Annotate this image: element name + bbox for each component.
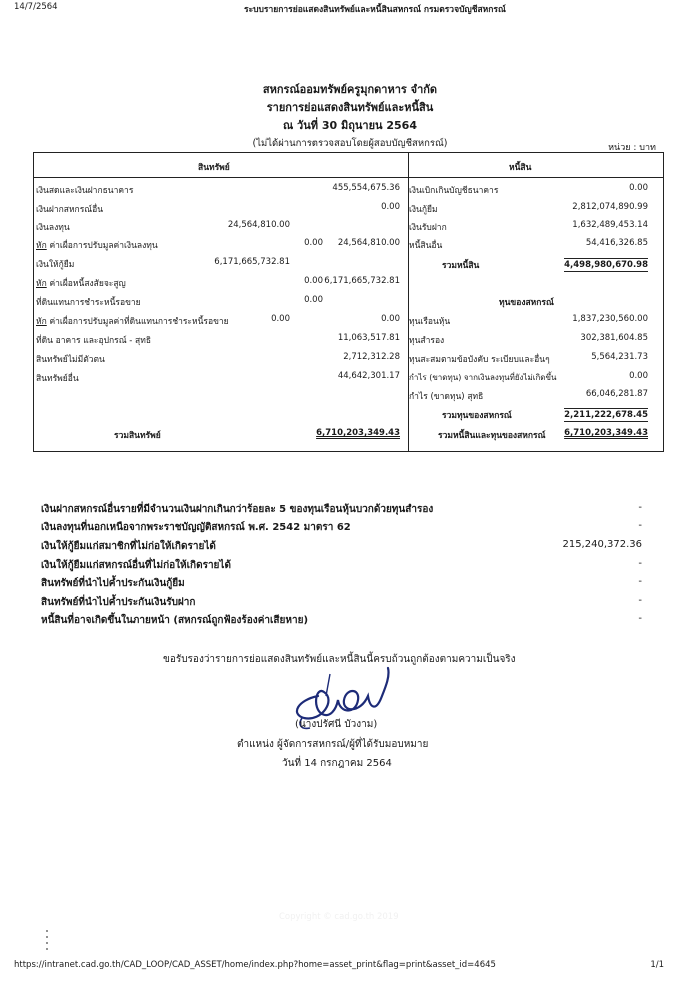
liability-label: หนี้สินอื่น xyxy=(409,241,443,251)
signer-name: (นางปรัศนี บัวงาม) xyxy=(295,719,378,730)
asset-total: 24,564,810.00 xyxy=(337,238,400,248)
note-label: สินทรัพย์ที่นำไปค้ำประกันเงินรับฝาก xyxy=(41,597,196,608)
liabilities-heading: หนี้สิน xyxy=(509,163,532,173)
asset-less-row xyxy=(36,238,158,252)
print-date: 14/7/2564 xyxy=(14,2,58,12)
note-value: - xyxy=(638,576,642,587)
note-value: - xyxy=(638,558,642,569)
asset-label: เงินสดและเงินฝากธนาคาร xyxy=(36,186,134,196)
asset-less: 0.00 xyxy=(271,314,290,324)
signer-position: ตำแหน่ง ผู้จัดการสหกรณ์/ผู้ที่ได้รับมอบหมาย xyxy=(237,739,429,750)
copyright-watermark: Copyright © cad.go.th 2019 xyxy=(279,912,399,922)
asset-label: เงินให้กู้ยืม xyxy=(36,260,75,270)
asset-gross: 6,171,665,732.81 xyxy=(214,257,290,267)
note-label: หนี้สินที่อาจเกิดขึ้นในภายหน้า (สหกรณ์ถูกฟ้องร้องค่าเสียหาย) xyxy=(41,615,309,626)
asset-total: 0.00 xyxy=(381,314,400,324)
equity-label: กำไร (ขาดทุน) จากเงินลงทุนที่ยังไม่เกิดขึ้น xyxy=(409,373,557,382)
total-assets-value: 6,710,203,349.43 xyxy=(316,428,400,438)
asset-label: ที่ดินแทนการชำระหนี้รอขาย xyxy=(36,298,141,308)
asset-gross: 0.00 xyxy=(304,295,323,305)
note-value: 215,240,372.36 xyxy=(562,539,642,550)
asset-gross: 24,564,810.00 xyxy=(227,220,290,230)
asset-label: ค่าเผื่อการปรับมูลค่าเงินลงทุน xyxy=(46,241,158,251)
page-number: 1/1 xyxy=(650,960,664,970)
grand-total-label: รวมหนี้สินและทุนของสหกรณ์ xyxy=(438,431,546,441)
cooperative-name: สหกรณ์ออมทรัพย์ครูมุกดาหาร จำกัด xyxy=(262,83,438,96)
table-header-rule xyxy=(34,177,663,178)
statement-table xyxy=(33,152,664,452)
total-liabilities-label: รวมหนี้สิน xyxy=(442,261,480,271)
note-label: เงินให้กู้ยืมแก่สมาชิกที่ไม่ก่อให้เกิดรายได้ xyxy=(41,541,216,552)
asset-label: เงินลงทุน xyxy=(36,223,70,233)
equity-value: 302,381,604.85 xyxy=(580,333,648,343)
signature-date: วันที่ 14 กรกฎาคม 2564 xyxy=(282,758,392,769)
report-title: รายการย่อแสดงสินทรัพย์และหนี้สิน xyxy=(266,101,434,114)
asset-label: ค่าเผื่อหนี้สงสัยจะสูญ xyxy=(46,279,126,289)
certification-statement: ขอรับรองว่ารายการย่อแสดงสินทรัพย์และหนี้สินนี้ครบถ้วนถูกต้องตามความเป็นจริง xyxy=(163,654,516,665)
equity-value: 0.00 xyxy=(629,371,648,381)
equity-label: ทุนเรือนหุ้น xyxy=(409,317,451,327)
scan-artifact xyxy=(44,928,50,958)
note-value: - xyxy=(638,502,642,513)
less-prefix: หัก xyxy=(36,279,47,289)
column-divider xyxy=(408,153,409,451)
asset-less-row xyxy=(36,276,126,290)
liability-value: 54,416,326.85 xyxy=(585,238,648,248)
liability-label: เงินเบิกเกินบัญชีธนาคาร xyxy=(409,186,499,196)
liability-value: 1,632,489,453.14 xyxy=(572,220,648,230)
asset-less-row xyxy=(36,314,229,328)
note-label: สินทรัพย์ที่นำไปค้ำประกันเงินกู้ยืม xyxy=(41,578,185,589)
audit-note: (ไม่ได้ผ่านการตรวจสอบโดยผู้สอบบัญชีสหกรณ์) xyxy=(252,138,448,149)
note-label: เงินให้กู้ยืมแก่สหกรณ์อื่นที่ไม่ก่อให้เกิดรายได้ xyxy=(41,560,231,571)
less-prefix: หัก xyxy=(36,317,47,327)
equity-label: ทุนสำรอง xyxy=(409,336,445,346)
liability-label: เงินรับฝาก xyxy=(409,223,447,233)
asset-label: ที่ดิน อาคาร และอุปกรณ์ - สุทธิ xyxy=(36,336,152,346)
report-date: ณ วันที่ 30 มิถุนายน 2564 xyxy=(283,119,417,132)
total-equity-value: 2,211,222,678.45 xyxy=(564,410,648,420)
equity-heading: ทุนของสหกรณ์ xyxy=(499,298,554,308)
total-liabilities-value: 4,498,980,670.98 xyxy=(564,260,648,270)
equity-label: ทุนสะสมตามข้อบังคับ ระเบียบและอื่นๆ xyxy=(409,355,550,365)
asset-label: สินทรัพย์ไม่มีตัวตน xyxy=(36,355,105,365)
equity-value: 66,046,281.87 xyxy=(585,389,648,399)
asset-total: 0.00 xyxy=(381,202,400,212)
total-equity-label: รวมทุนของสหกรณ์ xyxy=(442,411,512,421)
grand-total-value: 6,710,203,349.43 xyxy=(564,428,648,438)
less-prefix: หัก xyxy=(36,241,47,251)
asset-total: 2,712,312.28 xyxy=(343,352,400,362)
liability-label: เงินกู้ยืม xyxy=(409,205,438,215)
asset-total: 11,063,517.81 xyxy=(337,333,400,343)
note-value: - xyxy=(638,520,642,531)
asset-label: สินทรัพย์อื่น xyxy=(36,374,79,384)
total-assets-label: รวมสินทรัพย์ xyxy=(114,431,161,441)
note-label: เงินลงทุนที่นอกเหนือจากพระราชบัญญัติสหกรณ์ พ.ศ. 2542 มาตรา 62 xyxy=(41,522,351,533)
asset-total: 455,554,675.36 xyxy=(332,183,400,193)
assets-heading: สินทรัพย์ xyxy=(198,163,230,173)
equity-value: 5,564,231.73 xyxy=(591,352,648,362)
system-title: ระบบรายการย่อแสดงสินทรัพย์และหนี้สินสหกรณ์ กรมตรวจบัญชีสหกรณ์ xyxy=(244,5,506,15)
note-value: - xyxy=(638,613,642,624)
asset-less: 0.00 xyxy=(304,238,323,248)
asset-label: ค่าเผื่อการปรับมูลค่าที่ดินแทนการชำระหนี้รอขาย xyxy=(46,317,229,327)
note-label: เงินฝากสหกรณ์อื่นรายที่มีจำนวนเงินฝากเกินกว่าร้อยละ 5 ของทุนเรือนหุ้นบวกด้วยทุนสำรอง xyxy=(41,504,434,515)
liability-value: 2,812,074,890.99 xyxy=(572,202,648,212)
equity-label: กำไร (ขาดทุน) สุทธิ xyxy=(409,392,484,402)
footer-url: https://intranet.cad.go.th/CAD_LOOP/CAD_ASSET/home/index.php?home=asset_print&flag=print&asset_id=4645 xyxy=(14,960,496,970)
equity-value: 1,837,230,560.00 xyxy=(572,314,648,324)
asset-less: 0.00 xyxy=(304,276,323,286)
asset-total: 44,642,301.17 xyxy=(337,371,400,381)
note-value: - xyxy=(638,595,642,606)
liability-value: 0.00 xyxy=(629,183,648,193)
currency-unit: หน่วย : บาท xyxy=(608,143,656,153)
asset-label: เงินฝากสหกรณ์อื่น xyxy=(36,205,104,215)
asset-total: 6,171,665,732.81 xyxy=(324,276,400,286)
